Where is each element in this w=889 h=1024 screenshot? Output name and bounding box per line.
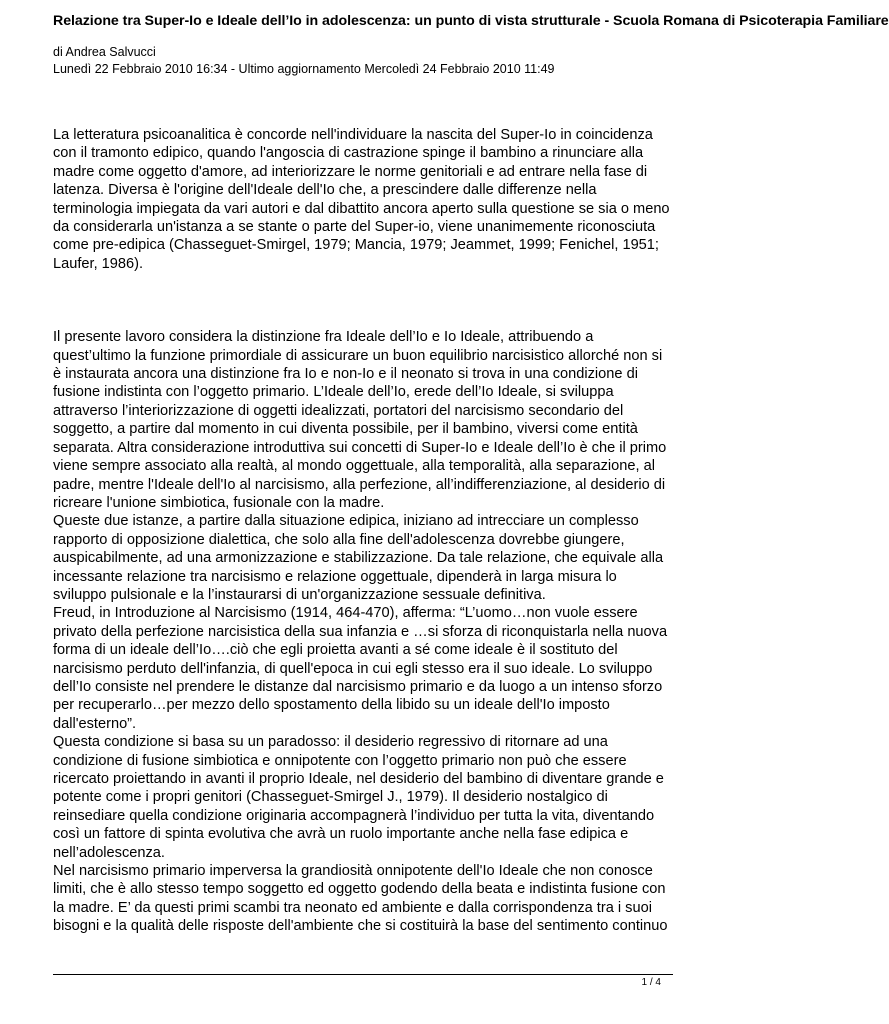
article-body [53,126,673,936]
paragraph: Il presente lavoro considera la distinzione fra Ideale dell’Io e Io Ideale, attribuendo a quest’ultimo la funzione primordiale di assicurare un buon equilibrio narcisistico allorché non si è instaurata ancora una distinzione fra Io e non-Io e il neonato si trova in una condizione di fusione indistinta con l’oggetto primario. L’Ideale dell’Io, erede dell’Io Ideale, si sviluppa attraverso l’interiorizzazione di oggetti idealizzati, portatori del narcisismo secondario del soggetto, a partire dal momento in cui diventa possibile, per il bambino, viversi come entità separata. Altra considerazione introduttiva sui concetti di Super-Io e Ideale dell’Io è che il primo viene sempre associato alla realtà, al mondo oggettuale, alla temporalità, alla separazione, al padre, mentre l'Ideale dell'Io al narcisismo, alla perfezione, all’indifferenziazione, al desiderio di ricreare l'unione simbiotica, fusionale con la madre. [53,329,667,511]
paragraph: Freud, in Introduzione al Narcisismo (1914, 464-470), afferma: “L’uomo…non vuole essere privato della perfezione narcisistica della sua infanzia e …si sforza di riconquistarla nella nuova forma di un ideale dell’Io….ciò che egli proietta avanti a sé come ideale è il sostituto del narcisismo perduto dell'infanzia, di quell'epoca in cui egli stesso era il suo ideale. Lo sviluppo dell’Io consiste nel prendere le distanze dal narcisismo primario e da luogo a un intenso sforzo per recuperarlo…per mezzo dello spostamento della libido su un ideale dell'Io imposto dall'esterno”. [53,605,668,732]
paragraph: Queste due istanze, a partire dalla situazione edipica, iniziano ad intrecciare un complesso rapporto di opposizione dialettica, che solo alla fine dell'adolescenza dovrebbe giungere, auspicabilmente, ad una armonizzazione e stabilizzazione. Da tale relazione, che equivale alla incessante relazione tra narcisismo e relazione oggettuale, dipenderà in larga misura lo sviluppo pulsionale e la l’instaurarsi di un'organizzazione sessuale definitiva. [53,513,664,603]
paragraph-gap [53,273,673,328]
document-title: Relazione tra Super-Io e Ideale dell’Io in adolescenza: un punto di vista strutturale - Scuola Romana di Psicoterapia Familiare [53,13,889,29]
author-line: di Andrea Salvucci [53,45,156,59]
paragraph: Nel narcisismo primario imperversa la grandiosità onnipotente dell'Io Ideale che non conosce limiti, che è allo stesso tempo soggetto ed oggetto godendo della beata e indistinta fusione con la madre. E’ da questi primi scambi tra neonato ed ambiente e dalla corrispondenza tra i suoi bisogni e la qualità delle risposte dell'ambiente che si costituirà la base del sentimento continuo [53,863,668,935]
paragraph: Questa condizione si basa su un paradosso: il desiderio regressivo di ritornare ad una condizione di fusione simbiotica e onnipotente con l’oggetto primario non può che essere ricercato proiettando in avanti il proprio Ideale, nel desiderio del bambino di diventare grande e potente come i propri genitori (Chasseguet-Smirgel J., 1979). Il desiderio nostalgico di reinsediare quella condizione originaria accompagnerà l’individuo per tutta la vita, diventando così un fattore di spinta evolutiva che avrà un ruolo importante anche nella fase edipica e nell’adolescenza. [53,734,664,861]
page-number: 1 / 4 [641,977,661,988]
document-meta [53,44,555,78]
date-line: Lunedì 22 Febbraio 2010 16:34 - Ultimo aggiornamento Mercoledì 24 Febbraio 2010 11:49 [53,62,555,76]
paragraph: La letteratura psicoanalitica è concorde nell'individuare la nascita del Super-Io in coincidenza con il tramonto edipico, quando l'angoscia di castrazione spinge il bambino a rinunciare alla madre come oggetto d'amore, ad interiorizzare le norme genitoriali e ad entrare nella fase di latenza. Diversa è l'origine dell'Ideale dell'Io che, a prescindere dalle differenze nella terminologia impiegata da vari autori e dal dibattito ancora aperto sulla questione se sia o meno da considerarla un'istanza a se stante o parte del Super-io, viene unanimemente riconosciuta come pre-edipica (Chasseguet-Smirgel, 1979; Mancia, 1979; Jeammet, 1999; Fenichel, 1951; Laufer, 1986). [53,127,670,272]
footer-divider [53,974,673,975]
